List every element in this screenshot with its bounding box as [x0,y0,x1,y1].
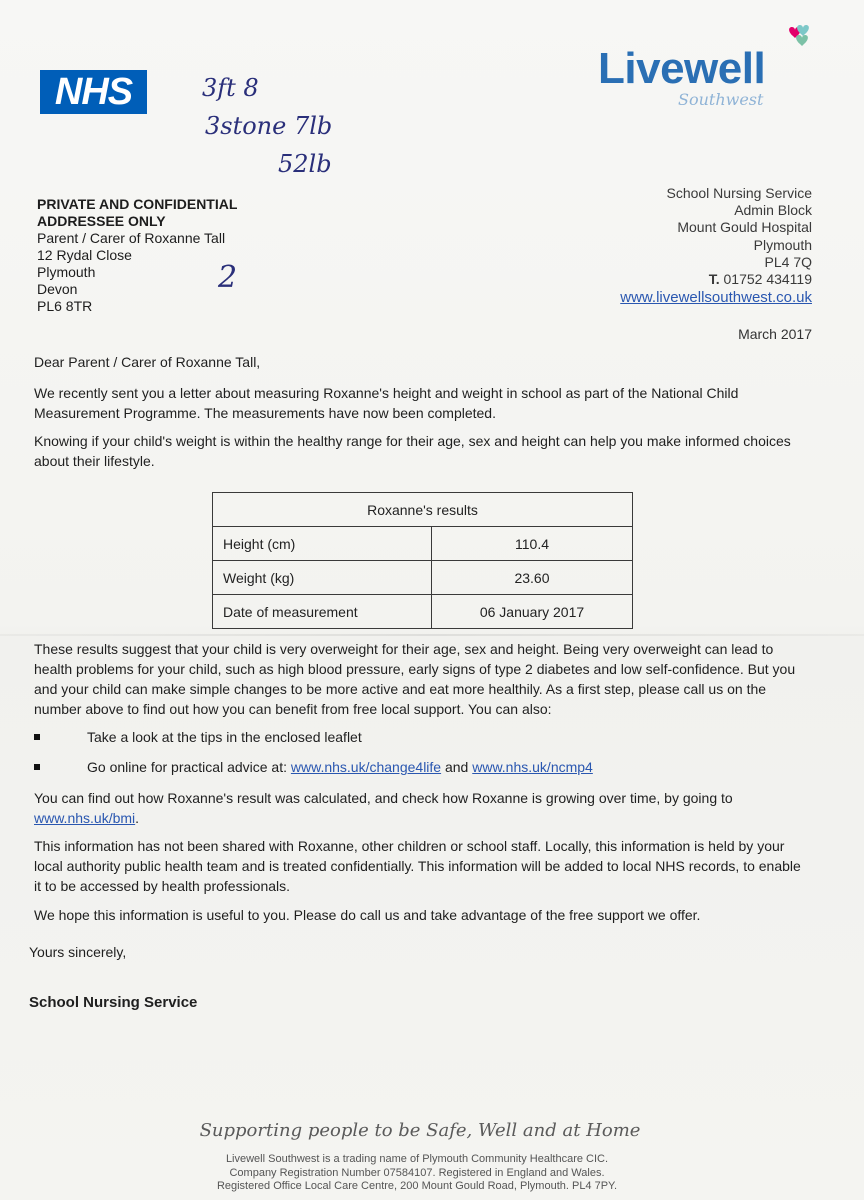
livewell-name: Livewell [598,44,766,93]
addressee-county: Devon [37,281,78,297]
sender-block [620,185,812,308]
addressee-street: 12 Rydal Close [37,247,132,263]
livewell-logo [598,44,818,116]
row-label: Weight (kg) [213,561,432,595]
row-label: Date of measurement [213,595,432,629]
sender-service: School Nursing Service [666,185,812,201]
sender-block-name: Admin Block [734,202,812,219]
legal-line-3: Registered Office Local Care Centre, 200 Mount Gould Road, Plymouth. PL4 7PY. [216,1180,618,1192]
row-value: 110.4 [432,527,633,561]
table-row [213,595,633,629]
sender-postcode: PL4 7Q [764,253,812,270]
paper-fold [0,634,864,636]
bullet-online-and: and [444,759,469,775]
table-row [213,561,633,595]
livewell-subtitle: Southwest [678,90,764,109]
change4life-link[interactable]: www.nhs.uk/change4life [290,759,442,775]
paragraph-1: We recently sent you a letter about measuring Roxanne's height and weight in school as part of the National Child Measurement Programme. The measurements have now been completed. [34,385,739,421]
row-value: 23.60 [432,561,633,595]
signature: School Nursing Service [29,994,198,1011]
paragraph-2: Knowing if your child's weight is within the healthy range for their age, sex and height can help you make informed choices about their lifestyle. [34,433,791,469]
sender-hospital: Mount Gould Hospital [677,219,812,236]
handwritten-weight-stone: 3stone 7lb [205,112,333,140]
closing: Yours sincerely, [29,944,127,960]
legal-line-2: Company Registration Number 07584107. Registered in England and Wales. [229,1166,605,1179]
row-value: 06 January 2017 [432,595,633,629]
salutation: Dear Parent / Carer of Roxanne Tall, [34,354,261,370]
results-table [212,492,633,629]
nhs-logo: NHS [40,70,147,114]
ncmp4-link[interactable]: www.nhs.uk/ncmp4 [472,759,593,775]
hearts-icon [784,22,814,52]
sender-city: Plymouth [753,236,812,253]
phone-label: T. [708,271,720,288]
addressee-city: Plymouth [37,264,96,280]
results-title: Roxanne's results [213,493,633,527]
paragraph-5: This information has not been shared with Roxanne, other children or school staff. Locally, this information is held by your local authority public health team and is treated confidentially. This information will be added to local NHS records, to enable it to be accessed by health professionals. [34,838,801,894]
bullet-text [87,757,593,777]
handwritten-mark: 2 [218,260,238,295]
footer-tagline: Supporting people to be Safe, Well and at Home [199,1120,641,1141]
letter-date: March 2017 [738,326,812,342]
addressee-block [37,196,237,315]
table-row [213,527,633,561]
footer-legal [0,1153,834,1194]
addressee-postcode: PL6 8TR [37,298,93,314]
handwritten-height: 3ft 8 [202,74,259,102]
confidential-line: PRIVATE AND CONFIDENTIAL [37,196,238,212]
bullet-icon [34,764,40,770]
bullet-text: Take a look at the tips in the enclosed leaflet [87,729,362,745]
row-label: Height (cm) [213,527,432,561]
sender-website-link[interactable]: www.livewellsouthwest.co.uk [620,289,812,307]
addressee-name: Parent / Carer of Roxanne Tall [37,230,226,246]
paragraph-3: These results suggest that your child is very overweight for their age, sex and height. Being very overweight can lead to health problems for your child, such as high blood pressure, early signs of type 2 diabetes and low self-confidence. But you and your child can make simple changes to be more active and eat more healthily. As a first step, please call us on the number above to find out how you can benefit from free local support. You can also: [34,641,796,717]
bmi-link[interactable]: www.nhs.uk/bmi [34,810,136,826]
paragraph-4-suffix: . [135,810,140,826]
sender-phone [620,271,812,288]
handwritten-weight-lb: 52lb [278,150,332,178]
phone-number: 01752 434119 [723,271,812,288]
legal-line-1: Livewell Southwest is a trading name of Plymouth Community Healthcare CIC. [225,1153,609,1165]
paragraph-4 [34,788,809,828]
addressee-only-line: ADDRESSEE ONLY [37,213,166,229]
bullet-online-prefix: Go online for practical advice at: [87,759,287,775]
paragraph-4-text: You can find out how Roxanne's result was calculated, and check how Roxanne is growing over time, by going to [34,790,733,806]
paragraph-6: We hope this information is useful to you. Please do call us and take advantage of the free support we offer. [34,907,701,923]
bullet-icon [34,734,40,740]
